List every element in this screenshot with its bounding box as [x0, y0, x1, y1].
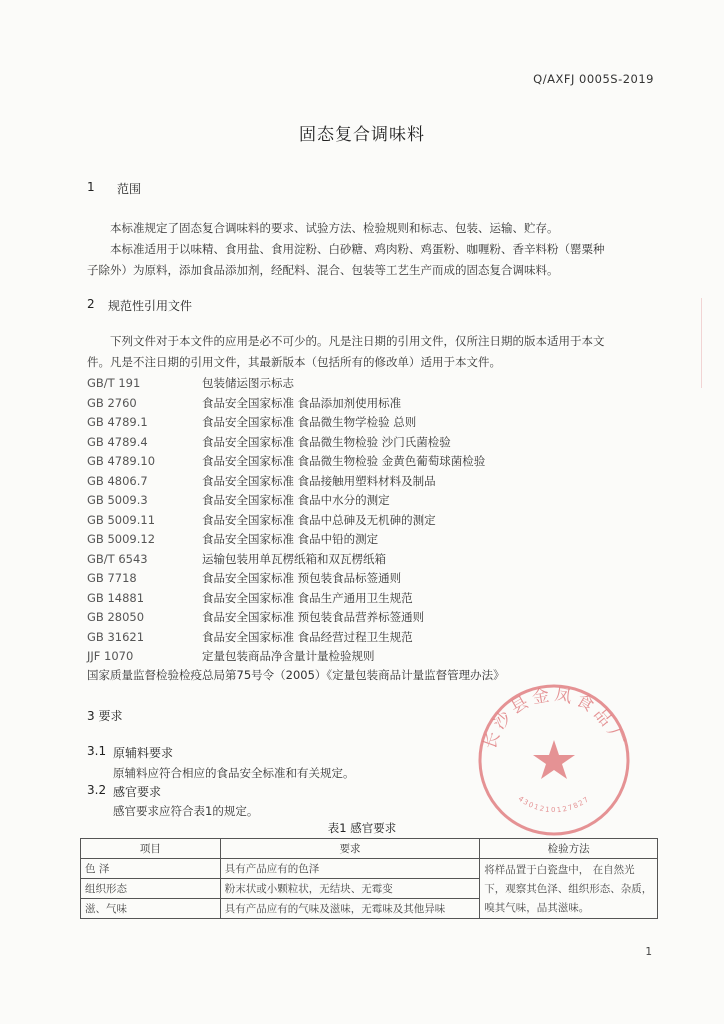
section-1-number: 1: [87, 180, 95, 194]
reference-row: [87, 589, 647, 609]
seal-name-text: 长沙县金凤食品厂: [479, 684, 629, 753]
reference-code: GB/T 191: [87, 376, 141, 390]
column-header-method: 检验方法: [480, 839, 658, 859]
reference-row: [87, 394, 647, 414]
table-cell-requirement: 具有产品应有的气味及滋味，无霉味及其他异味: [220, 899, 480, 919]
decree-reference: 国家质量监督检验检疫总局第75号令（2005）《定量包装商品计量监督管理办法》: [87, 668, 505, 682]
reference-title: 包装储运图示标志: [202, 376, 294, 390]
reference-title: 食品安全国家标准 预包装食品营养标签通则: [202, 610, 425, 624]
reference-code: GB 5009.12: [87, 532, 156, 546]
reference-row: [87, 628, 647, 648]
reference-title: 食品安全国家标准 食品微生物检验 沙门氏菌检验: [202, 434, 451, 449]
reference-title: 食品安全国家标准 食品经营过程卫生规范: [202, 629, 413, 644]
section-3-1-number: 3.1: [87, 744, 107, 758]
table-cell-item: 滋、气味: [81, 899, 221, 919]
reference-title: 食品安全国家标准 预包装食品标签通则: [202, 571, 402, 585]
reference-row: [87, 511, 647, 531]
reference-row: [87, 413, 647, 433]
section-2-heading: 规范性引用文件: [108, 299, 193, 313]
table-cell-item: 组织形态: [81, 879, 221, 899]
section-2-para-line-1: 下列文件对于本文件的应用是必不可少的。凡是注日期的引用文件，仅所注日期的版本适用于本文: [110, 334, 605, 348]
seal-star-icon: [533, 740, 575, 779]
reference-row: [87, 608, 647, 628]
reference-row: [87, 530, 647, 550]
reference-row: [87, 472, 647, 492]
reference-code: GB 4806.7: [87, 473, 148, 488]
method-line-2: 下，观察其色泽、组织形态、杂质，: [484, 882, 653, 895]
table-cell-method: [480, 859, 658, 919]
column-header-requirement: 要求: [220, 839, 480, 859]
column-header-item: 项目: [81, 839, 221, 859]
reference-title: 食品安全国家标准 食品生产通用卫生规范: [202, 590, 413, 605]
reference-code: GB 5009.3: [87, 493, 148, 507]
table-cell-requirement: 具有产品应有的色泽: [220, 859, 480, 879]
reference-title: 定量包装商品净含量计量检验规则: [202, 649, 375, 663]
standard-number: Q/AXFJ 0005S-2019: [533, 72, 654, 86]
section-1-heading: 范围: [117, 182, 142, 196]
section-1-para-2-line-2: 子除外）为原料，添加食品添加剂，经配料、混合、包装等工艺生产而成的固态复合调味料。: [87, 263, 559, 277]
reference-row: [87, 550, 647, 570]
table-1-caption: 表1 感官要求: [327, 821, 397, 835]
reference-title: 运输包装用单瓦楞纸箱和双瓦楞纸箱: [202, 551, 386, 566]
reference-code: GB 31621: [87, 629, 145, 644]
table-cell-item: 色 泽: [81, 859, 221, 879]
sensory-requirements-table: [80, 838, 658, 919]
table-row: [81, 859, 658, 879]
section-3-1-heading: 原辅料要求: [113, 746, 174, 760]
method-line-3: 嗅其气味，品其滋味。: [484, 901, 590, 914]
reference-code: GB 4789.10: [87, 454, 156, 468]
reference-code: GB 4789.1: [87, 415, 148, 429]
section-3-2-text: 感官要求应符合表1的规定。: [113, 804, 259, 818]
reference-row: [87, 374, 647, 394]
reference-code: GB 14881: [87, 590, 145, 605]
page-title: 固态复合调味料: [299, 125, 425, 145]
reference-row: [87, 569, 647, 589]
company-seal: [474, 680, 634, 840]
reference-code: GB/T 6543: [87, 551, 148, 566]
reference-code: GB 2760: [87, 395, 137, 410]
table-cell-requirement: 粉末状或小颗粒状，无结块、无霉变: [220, 879, 480, 899]
reference-code: GB 4789.4: [87, 434, 148, 449]
section-3-heading: 3 要求: [87, 709, 123, 723]
reference-title: 食品安全国家标准 食品接触用塑料材料及制品: [202, 473, 436, 488]
reference-row: [87, 433, 647, 453]
section-2-number: 2: [87, 297, 95, 311]
reference-code: JJF 1070: [87, 649, 134, 663]
section-3-1-text: 原辅料应符合相应的食品安全标准和有关规定。: [113, 766, 355, 780]
edge-stamp-fragment: [701, 298, 724, 388]
reference-title: 食品安全国家标准 食品中水分的测定: [202, 493, 390, 507]
section-1-para-2-line-1: 本标准适用于以味精、食用盐、食用淀粉、白砂糖、鸡肉粉、鸡蛋粉、咖喱粉、香辛料粉（罂粟种: [110, 242, 605, 256]
section-3-2-heading: 感官要求: [113, 785, 162, 799]
table-header-row: [81, 839, 658, 859]
seal-number-text: 4301210127827: [516, 794, 592, 815]
section-2-para-line-2: 件。凡是不注日期的引用文件，其最新版本（包括所有的修改单）适用于本文件。: [87, 355, 501, 369]
section-3-2-number: 3.2: [87, 783, 107, 797]
reference-row: [87, 491, 647, 511]
reference-title: 食品安全国家标准 食品微生物学检验 总则: [202, 415, 417, 429]
page-number: 1: [645, 946, 652, 958]
reference-title: 食品安全国家标准 食品添加剂使用标准: [202, 395, 402, 410]
method-line-1: 将样品置于白瓷盘中， 在自然光: [484, 863, 635, 876]
normative-references-list: [87, 374, 647, 667]
reference-code: GB 7718: [87, 571, 137, 585]
reference-code: GB 28050: [87, 610, 145, 624]
section-1-para-1: 本标准规定了固态复合调味料的要求、试验方法、检验规则和标志、包装、运输、贮存。: [110, 221, 559, 235]
reference-title: 食品安全国家标准 食品中总砷及无机砷的测定: [202, 512, 436, 527]
reference-row: [87, 647, 647, 667]
reference-code: GB 5009.11: [87, 512, 156, 527]
reference-title: 食品安全国家标准 食品微生物检验 金黄色葡萄球菌检验: [202, 454, 486, 468]
reference-title: 食品安全国家标准 食品中铅的测定: [202, 532, 379, 546]
reference-row: [87, 452, 647, 472]
